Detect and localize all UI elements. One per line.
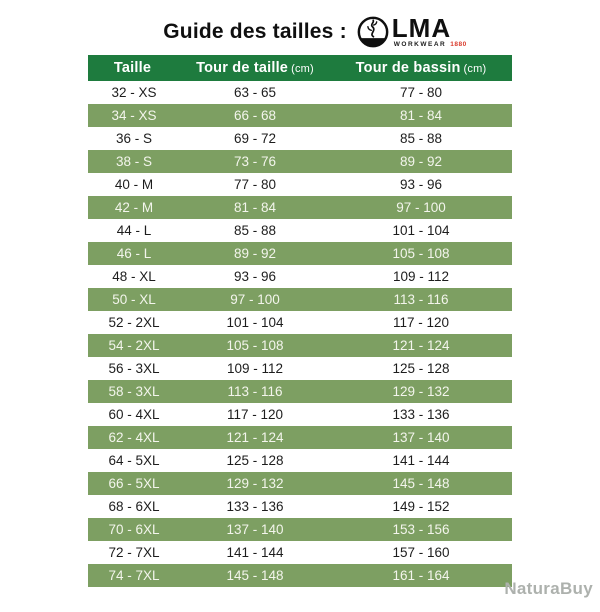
column-header-tour-de-bassin xyxy=(330,55,512,81)
table-row xyxy=(88,127,512,150)
brand-logo xyxy=(356,15,467,49)
size-table xyxy=(88,55,512,587)
column-label: Tour de bassin xyxy=(355,60,461,76)
table-row xyxy=(88,173,512,196)
cell-tour-de-taille: 101 - 104 xyxy=(180,311,330,334)
cell-tour-de-bassin: 97 - 100 xyxy=(330,196,512,219)
table-row xyxy=(88,403,512,426)
cell-tour-de-bassin: 81 - 84 xyxy=(330,104,512,127)
cell-tour-de-bassin: 137 - 140 xyxy=(330,426,512,449)
cell-tour-de-bassin: 85 - 88 xyxy=(330,127,512,150)
table-row xyxy=(88,472,512,495)
table-row xyxy=(88,541,512,564)
page-header xyxy=(30,12,600,52)
cell-taille: 34 - XS xyxy=(88,104,180,127)
cell-taille: 72 - 7XL xyxy=(88,541,180,564)
cell-tour-de-taille: 129 - 132 xyxy=(180,472,330,495)
table-row xyxy=(88,81,512,104)
table-row xyxy=(88,150,512,173)
column-label: Taille xyxy=(113,60,152,76)
cell-taille: 46 - L xyxy=(88,242,180,265)
cell-tour-de-bassin: 89 - 92 xyxy=(330,150,512,173)
cell-tour-de-bassin: 129 - 132 xyxy=(330,380,512,403)
cell-taille: 58 - 3XL xyxy=(88,380,180,403)
cell-taille: 74 - 7XL xyxy=(88,564,180,587)
table-row xyxy=(88,265,512,288)
cell-taille: 50 - XL xyxy=(88,288,180,311)
cell-tour-de-taille: 121 - 124 xyxy=(180,426,330,449)
cell-tour-de-bassin: 77 - 80 xyxy=(330,81,512,104)
size-table-body xyxy=(88,81,512,587)
brand-year: 1880 xyxy=(450,41,467,48)
cell-tour-de-bassin: 153 - 156 xyxy=(330,518,512,541)
cell-taille: 38 - S xyxy=(88,150,180,173)
cell-tour-de-bassin: 149 - 152 xyxy=(330,495,512,518)
cell-tour-de-taille: 89 - 92 xyxy=(180,242,330,265)
table-row xyxy=(88,219,512,242)
table-row xyxy=(88,334,512,357)
cell-tour-de-taille: 141 - 144 xyxy=(180,541,330,564)
lma-plant-circle-icon xyxy=(356,15,390,49)
cell-tour-de-taille: 97 - 100 xyxy=(180,288,330,311)
cell-taille: 48 - XL xyxy=(88,265,180,288)
cell-taille: 66 - 5XL xyxy=(88,472,180,495)
table-row xyxy=(88,518,512,541)
cell-tour-de-taille: 85 - 88 xyxy=(180,219,330,242)
cell-taille: 56 - 3XL xyxy=(88,357,180,380)
cell-taille: 42 - M xyxy=(88,196,180,219)
brand-subline xyxy=(392,41,467,48)
cell-taille: 44 - L xyxy=(88,219,180,242)
cell-tour-de-bassin: 101 - 104 xyxy=(330,219,512,242)
cell-tour-de-taille: 133 - 136 xyxy=(180,495,330,518)
cell-tour-de-taille: 81 - 84 xyxy=(180,196,330,219)
cell-tour-de-taille: 113 - 116 xyxy=(180,380,330,403)
cell-tour-de-bassin: 133 - 136 xyxy=(330,403,512,426)
cell-taille: 70 - 6XL xyxy=(88,518,180,541)
column-unit: (cm) xyxy=(463,63,487,75)
cell-tour-de-bassin: 145 - 148 xyxy=(330,472,512,495)
cell-tour-de-bassin: 161 - 164 xyxy=(330,564,512,587)
cell-taille: 36 - S xyxy=(88,127,180,150)
cell-tour-de-taille: 73 - 76 xyxy=(180,150,330,173)
column-unit: (cm) xyxy=(291,63,314,75)
brand-text-block xyxy=(391,13,467,48)
cell-taille: 62 - 4XL xyxy=(88,426,180,449)
cell-tour-de-taille: 125 - 128 xyxy=(180,449,330,472)
naturabuy-watermark: NaturaBuy xyxy=(504,579,593,598)
table-row xyxy=(88,495,512,518)
table-row xyxy=(88,104,512,127)
cell-taille: 68 - 6XL xyxy=(88,495,180,518)
cell-tour-de-bassin: 141 - 144 xyxy=(330,449,512,472)
cell-tour-de-taille: 145 - 148 xyxy=(180,564,330,587)
cell-tour-de-bassin: 105 - 108 xyxy=(330,242,512,265)
cell-taille: 40 - M xyxy=(88,173,180,196)
table-row xyxy=(88,242,512,265)
cell-taille: 52 - 2XL xyxy=(88,311,180,334)
cell-taille: 54 - 2XL xyxy=(88,334,180,357)
cell-tour-de-bassin: 93 - 96 xyxy=(330,173,512,196)
cell-taille: 64 - 5XL xyxy=(88,449,180,472)
column-header-tour-de-taille xyxy=(180,55,330,81)
table-row xyxy=(88,426,512,449)
cell-taille: 60 - 4XL xyxy=(88,403,180,426)
column-label: Tour de taille xyxy=(196,60,289,76)
cell-tour-de-bassin: 117 - 120 xyxy=(330,311,512,334)
column-header-taille xyxy=(88,55,180,81)
table-row xyxy=(88,357,512,380)
table-row xyxy=(88,311,512,334)
cell-tour-de-taille: 105 - 108 xyxy=(180,334,330,357)
cell-tour-de-taille: 93 - 96 xyxy=(180,265,330,288)
header-row xyxy=(88,55,512,81)
table-row xyxy=(88,288,512,311)
brand-tagline: WORKWEAR xyxy=(393,41,447,48)
cell-tour-de-bassin: 157 - 160 xyxy=(330,541,512,564)
table-row xyxy=(88,380,512,403)
size-table-header xyxy=(88,55,512,81)
cell-tour-de-bassin: 113 - 116 xyxy=(330,288,512,311)
cell-tour-de-bassin: 121 - 124 xyxy=(330,334,512,357)
cell-tour-de-taille: 66 - 68 xyxy=(180,104,330,127)
size-guide-page xyxy=(0,12,600,598)
table-row xyxy=(88,449,512,472)
cell-tour-de-taille: 69 - 72 xyxy=(180,127,330,150)
cell-tour-de-taille: 109 - 112 xyxy=(180,357,330,380)
cell-tour-de-taille: 137 - 140 xyxy=(180,518,330,541)
table-row xyxy=(88,196,512,219)
cell-tour-de-bassin: 109 - 112 xyxy=(330,265,512,288)
cell-tour-de-taille: 117 - 120 xyxy=(180,403,330,426)
brand-name: LMA xyxy=(391,13,452,43)
cell-tour-de-taille: 63 - 65 xyxy=(180,81,330,104)
page-title: Guide des tailles : xyxy=(163,20,347,43)
table-row xyxy=(88,564,512,587)
cell-taille: 32 - XS xyxy=(88,81,180,104)
cell-tour-de-taille: 77 - 80 xyxy=(180,173,330,196)
cell-tour-de-bassin: 125 - 128 xyxy=(330,357,512,380)
